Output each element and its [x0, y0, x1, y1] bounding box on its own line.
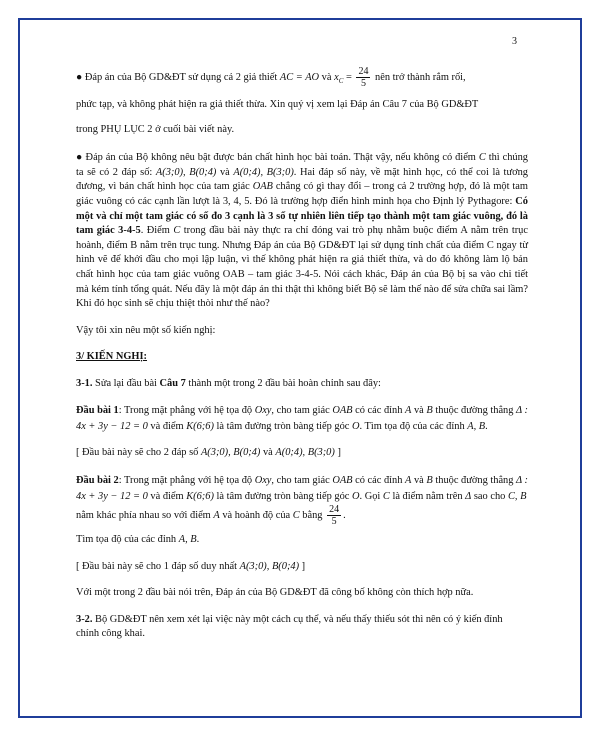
fraction: $\frac{24}{5}$ [358, 66, 369, 89]
page-number: 3 [512, 36, 517, 47]
paragraph-1-line3: trong PHỤ LỤC 2 ở cuối bài viết này. [76, 123, 235, 135]
paragraph-1-line2: phức tạp, và không phát hiện ra giả thiết thừa. Xin quý vị xem lại Đáp án Câu 7 của Bộ GD&ĐT [76, 98, 479, 110]
section-heading: 3/ KIẾN NGHỊ: [76, 351, 148, 363]
problem-1: Đầu bài 1: Trong mặt phẳng với hệ tọa độ Oxy, cho tam giác OAB có các đỉnh A và B thuộc đường thẳng Δ : 4x + 3y − 12 = 0 và điểm K(6;6) là tâm đường tròn bàng tiếp góc O. Tìm tọa độ của các đỉnh A, B. [76, 405, 529, 432]
fraction: $\frac{24}{5}$ [329, 504, 340, 528]
problem-1-answer: [ Đầu bài này sẽ cho 2 đáp số A(3;0), B(0;4) và A(0;4), B(3;0) ] [76, 447, 341, 459]
item-3-2: 3-2. Bộ GD&ĐT nên xem xét lại việc này một cách cụ thể, và nếu thấy thiếu sót thì nên có ý kiến đính chính công khai. [76, 613, 503, 640]
problem-2: Đầu bài 2: Trong mặt phẳng với hệ tọa độ Oxy, cho tam giác OAB có các đỉnh A và B thuộc đường thẳng Δ : 4x + 3y − 12 = 0 và điểm K(6;6) là tâm đường tròn bàng tiếp góc O. Gọi C là điểm nằm trên Δ sao cho C, B nằm khác phía nhau so với điểm A và hoành độ của C bằng $\frac{24}{5}$ . [76, 475, 529, 528]
problem-2-answer: [ Đầu bài này sẽ cho 1 đáp số duy nhất A(3;0), B(0;4) ] [76, 560, 306, 572]
paragraph-2: ● Đáp án của Bộ không nêu bật được bản chất hình học bài toán. Thật vậy, nếu không có điểm C thì chúng ta sẽ có 2 đáp số: A(3;0), B(0;4) và A(0;4), B(3;0). Hai đáp số này, về mặt hình học, có thể coi là tương đương, vì bản chất hình học của tam giác OAB chẳng có gì thay đổi – trong cả 2 trường hợp, đó là một tam giác vuông có các cạnh lần lượt là 3, 4, 5. Đó là trường hợp điển hình minh họa cho Định lý Pythagore: Có một và chỉ một tam giác có số đo 3 cạnh là 3 số tự nhiên liên tiếp tạo thành một tam giác vuông, đó là tam giác 3-4-5. Điểm C trong đầu bài này thực ra chỉ đóng vai trò phụ nhằm buộc điểm A nằm trên trục hoành, điểm B nằm trên trục tung. Nhưng Đáp án của Bộ GD&ĐT lại sử dụng tính chất của điểm C ngay từ hình vẽ để khởi đầu cho mọi lập luận, vì thế không phát hiện ra giả thiết thừa, và do đó không làm lộ bản chất hình học của tam giác vuông OAB – tam giác 3-4-5. Nói cách khác, Đáp án của Bộ bị sa vào chi tiết mà kém tính tổng quát. Nếu đây là một đáp án thi thật thì không biết Bộ sẽ làm thế nào để sửa chữa sai lầm? Khi đó học sinh sẽ chịu thiệt thòi như thế nào? [76, 152, 528, 310]
paragraph-3: Vậy tôi xin nêu một số kiến nghị: [76, 324, 216, 336]
item-3-1: 3-1. Sửa lại đầu bài Câu 7 thành một trong 2 đầu bài hoàn chỉnh sau đây: [76, 377, 381, 389]
paragraph-4: Với một trong 2 đầu bài nói trên, Đáp án của Bộ GD&ĐT đã công bố không còn thích hợp nữa. [76, 587, 474, 599]
problem-2-last-line: Tìm tọa độ của các đỉnh A, B. [76, 534, 200, 546]
paragraph-1: ● Đáp án của Bộ GD&ĐT sử dụng cả 2 giả thiết AC = AO và $x_C$ = $\frac{24}{5}$ nên trở thành rắm rối, [76, 66, 466, 89]
document-body [76, 66, 528, 642]
